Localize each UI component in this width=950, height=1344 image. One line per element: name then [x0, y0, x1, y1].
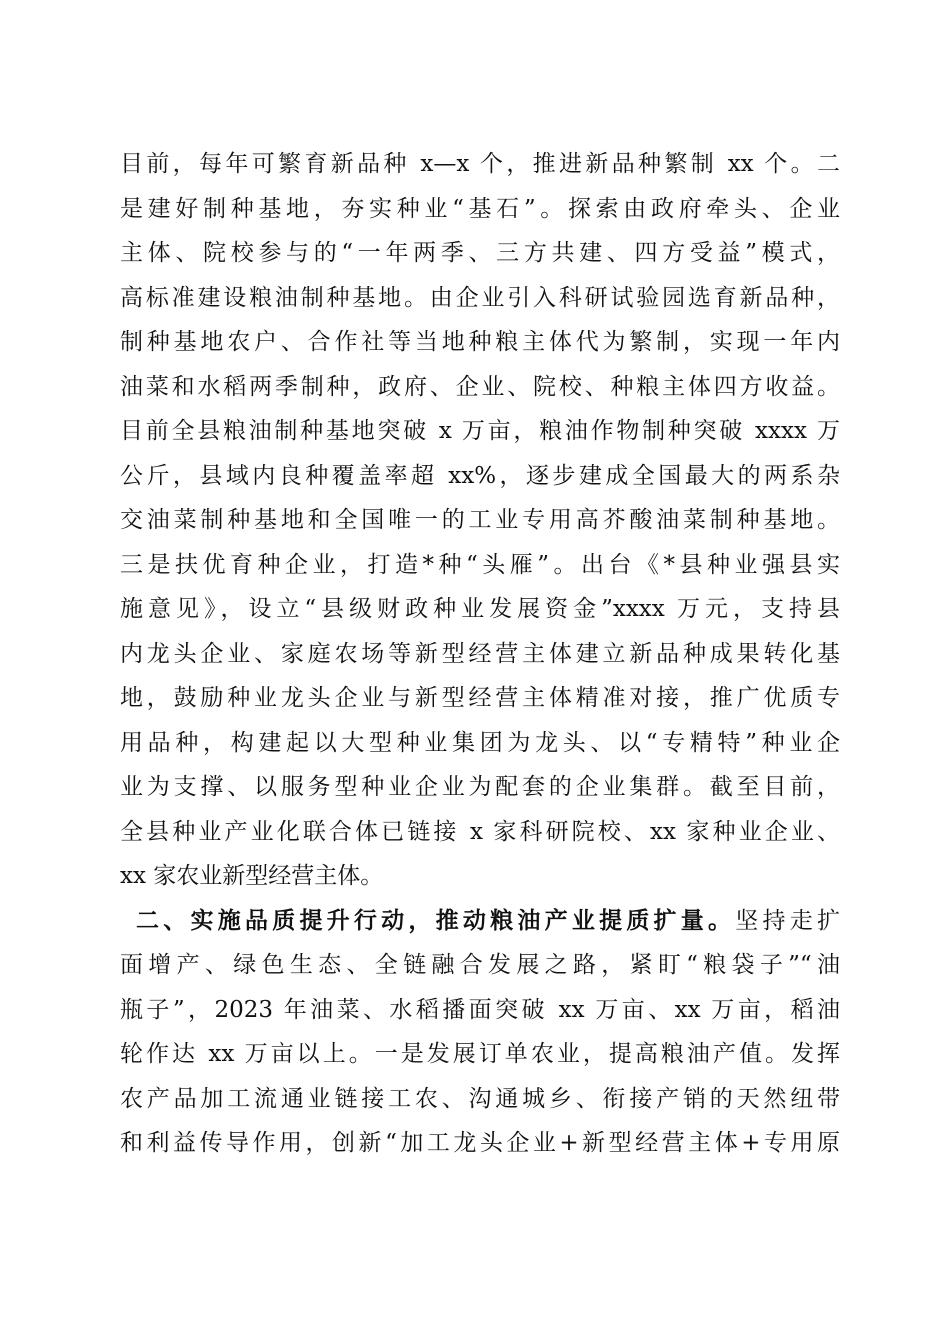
text-line: 轮作达 xx 万亩以上。一是发展订单农业，提高粮油产值。发挥	[120, 1041, 840, 1067]
text-line: 和利益传导作用，创新“加工龙头企业+新型经营主体+专用原	[120, 1130, 840, 1156]
text-line: 油菜和水稻两季制种，政府、企业、院校、种粮主体四方收益。	[120, 373, 840, 400]
text-line: 主体、院校参与的“一年两季、三方共建、四方受益”模式，	[120, 240, 840, 266]
text-line: 瓶子”，2023 年油菜、水稻播面突破 xx 万亩、xx 万亩，稻油	[120, 996, 840, 1023]
text-line: 业为支撑、以服务型种业企业为配套的企业集群。截至目前，	[120, 774, 840, 800]
section-heading-tail: 坚持走扩	[735, 907, 840, 934]
text-line: 是建好制种基地，夯实种业“基石”。探索由政府牵头、企业	[120, 195, 840, 222]
text-line: 全县种业产业化联合体已链接 x 家科研院校、xx 家种业企业、	[120, 818, 840, 845]
text-line: 制种基地农户、合作社等当地种粮主体代为繁制，实现一年内	[120, 329, 840, 355]
text-line: 目前，每年可繁育新品种 x—x 个，推进新品种繁制 xx 个。二	[120, 151, 840, 177]
document-body	[120, 142, 840, 1166]
text-line: 用品种，构建起以大型种业集团为龙头、以“专精特”种业企	[120, 729, 840, 756]
section-heading: 二、实施品质提升行动，推动粮油产业提质扩量。	[136, 906, 736, 934]
text-line: 三是扶优育种企业，打造*种“头雁”。出台《*县种业强县实	[120, 551, 840, 578]
text-line: 内龙头企业、家庭农场等新型经营主体建立新品种成果转化基	[120, 640, 840, 667]
text-line: 施意见》，设立“县级财政种业发展资金”xxxx 万元，支持县	[120, 596, 840, 622]
text-line: 目前全县粮油制种基地突破 x 万亩，粮油作物制种突破 xxxx 万	[120, 418, 840, 444]
section-heading-line	[120, 899, 840, 944]
text-line: xx 家农业新型经营主体。	[120, 863, 384, 889]
text-line: 公斤，县域内良种覆盖率超 xx%，逐步建成全国最大的两系杂	[120, 462, 840, 489]
text-line: 面增产、绿色生态、全链融合发展之路，紧盯“粮袋子”“油	[120, 952, 840, 978]
text-line: 交油菜制种基地和全国唯一的工业专用高芥酸油菜制种基地。	[120, 507, 840, 533]
text-line: 地，鼓励种业龙头企业与新型经营主体精准对接，推广优质专	[120, 685, 840, 711]
text-line: 农产品加工流通业链接工农、沟通城乡、衔接产销的天然纽带	[120, 1085, 840, 1112]
text-line: 高标准建设粮油制种基地。由企业引入科研试验园选育新品种，	[120, 284, 840, 311]
